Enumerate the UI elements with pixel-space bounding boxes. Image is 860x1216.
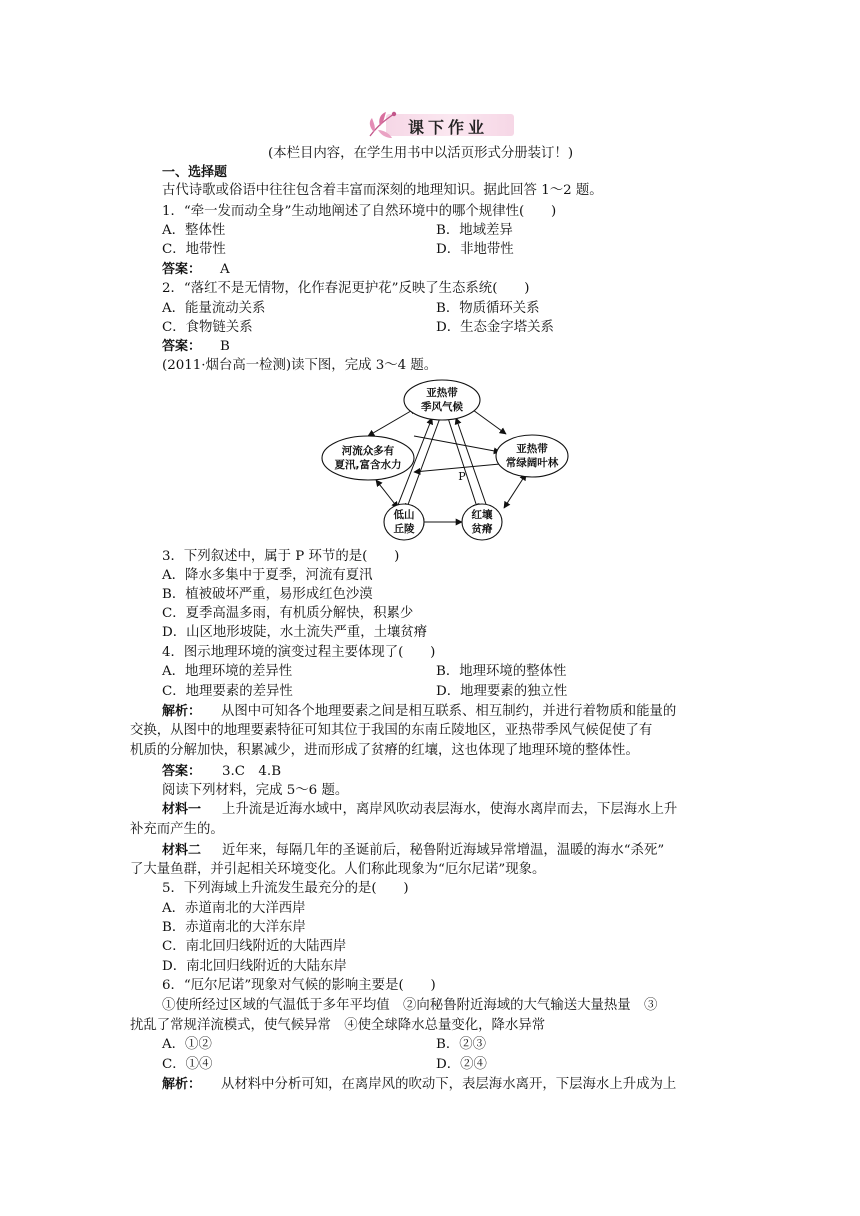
- material2-line1: 近年来，每隔几年的圣诞前后，秘鲁附近海域异常增温，温暖的海水“杀死”: [222, 843, 665, 858]
- arrow-river-hills: [376, 480, 398, 508]
- analysis-3-4-line2: 交换，从图中的地理要素特征可知其位于我国的东南丘陵地区，亚热带季风气候促使了有: [130, 723, 653, 738]
- material1-line2: 补充而产生的。: [130, 822, 224, 837]
- answer-3-4-label: 答案：: [162, 764, 202, 779]
- q4-option-d: D．地理要素的独立性: [436, 684, 568, 699]
- analysis-5-6-label: 解析：: [162, 1077, 202, 1092]
- node-climate: [404, 380, 480, 420]
- arrow-climate-soil-b: [456, 418, 488, 510]
- q6-option-b: B．②③: [436, 1037, 487, 1052]
- material1-line1: 上升流是近海水域中，离岸风吹动表层海水，使海水离岸而去，下层海水上升: [222, 802, 678, 817]
- q3-stem: 3．下列叙述中，属于 P 环节的是( ): [162, 549, 400, 564]
- binding-note: (本栏目内容，在学生用书中以活页形式分册装订！): [268, 146, 574, 161]
- node-hills-line2: 丘陵: [393, 523, 415, 535]
- q1-option-d: D．非地带性: [436, 242, 514, 257]
- node-climate-line1: 亚热带: [426, 387, 458, 399]
- q6-options-line2: 扰乱了常规洋流模式，使气候异常 ④使全球降水总量变化，降水异常: [130, 1018, 546, 1033]
- q1-option-b: B．地域差异: [436, 223, 513, 238]
- q6-option-a: A．①②: [162, 1037, 212, 1052]
- q5-option-a: A．赤道南北的大洋西岸: [162, 901, 306, 916]
- node-soil-line1: 红壤: [471, 509, 493, 521]
- node-forest-line1: 亚热带: [516, 443, 548, 455]
- analysis-3-4-line1: 从图中可知各个地理要素之间是相互联系、相互制约，并进行着物质和能量的: [221, 704, 677, 719]
- node-river-line1: 河流众多有: [341, 445, 395, 457]
- q3-option-b: B．植被破坏严重，易形成红色沙漠: [162, 587, 373, 602]
- q5-option-d: D．南北回归线附近的大陆东岸: [162, 959, 347, 974]
- q2-option-a: A．能量流动关系: [162, 301, 266, 316]
- q6-option-d: D．②④: [436, 1057, 487, 1072]
- node-river-line2: 夏汛,富含水力: [334, 459, 402, 471]
- node-soil-line2: 贫瘠: [471, 523, 493, 535]
- intro-q3-4: (2011·烟台高一检测)读下图，完成 3～4 题。: [162, 358, 438, 373]
- q2-answer-label: 答案：: [162, 339, 202, 354]
- material2-line2: 了大量鱼群，并引起相关环境变化。人们称此现象为“厄尔尼诺”现象。: [130, 862, 546, 877]
- material2-label: 材料二: [162, 843, 202, 858]
- p-label: P: [458, 470, 466, 483]
- section-title: 一、选择题: [162, 165, 228, 180]
- q3-option-d: D．山区地形坡陡，水土流失严重，土壤贫瘠: [162, 625, 428, 640]
- banner-title: 课下作业: [408, 118, 489, 137]
- q2-option-b: B．物质循环关系: [436, 301, 540, 316]
- q2-answer: B: [220, 339, 230, 354]
- q3-option-c: C．夏季高温多雨，有机质分解快，积累少: [162, 606, 414, 621]
- geo-environment-diagram: [316, 376, 586, 544]
- q1-answer: A: [220, 262, 230, 277]
- q6-options-line1: ①使所经过区域的气温低于多年平均值 ②向秘鲁附近海域的大气输送大量热量 ③: [162, 998, 658, 1013]
- section-banner: [364, 108, 520, 142]
- answer-3-4: 3.C 4.B: [222, 764, 282, 779]
- q6-stem: 6．“厄尔尼诺”现象对气候的影响主要是( ): [162, 978, 436, 993]
- material1-label: 材料一: [162, 802, 202, 817]
- q1-stem: 1．“牵一发而动全身”生动地阐述了自然环境中的哪个规律性( ): [162, 204, 557, 219]
- arrow-climate-river: [368, 408, 416, 436]
- q4-stem: 4．图示地理环境的演变过程主要体现了( ): [162, 645, 436, 660]
- q1-answer-label: 答案：: [162, 262, 202, 277]
- arrow-forest-soil: [504, 474, 526, 508]
- node-hills-line1: 低山: [393, 509, 415, 521]
- q5-option-c: C．南北回归线附近的大陆西岸: [162, 939, 347, 954]
- arrow-climate-soil-a: [448, 418, 478, 510]
- node-river: [322, 436, 414, 480]
- q6-option-c: C．①④: [162, 1057, 213, 1072]
- q2-option-d: D．生态金字塔关系: [436, 320, 554, 335]
- q1-option-a: A．整体性: [162, 223, 226, 238]
- q5-stem: 5．下列海域上升流发生最充分的是( ): [162, 881, 409, 896]
- analysis-3-4-line3: 机质的分解加快，积累减少，进而形成了贫瘠的红壤，这也体现了地理环境的整体性。: [130, 743, 639, 758]
- q2-option-c: C．食物链关系: [162, 320, 253, 335]
- node-climate-line2: 季风气候: [421, 401, 463, 413]
- node-forest: [496, 435, 568, 477]
- analysis-3-4-label: 解析：: [162, 704, 202, 719]
- q5-option-b: B．赤道南北的大洋东岸: [162, 920, 306, 935]
- q3-option-a: A．降水多集中于夏季，河流有夏汛: [162, 568, 373, 583]
- analysis-5-6-line1: 从材料中分析可知，在离岸风的吹动下，表层海水离开，下层海水上升成为上: [221, 1077, 677, 1092]
- q4-option-b: B．地理环境的整体性: [436, 664, 567, 679]
- q1-option-c: C．地带性: [162, 242, 226, 257]
- q2-stem: 2．“落红不是无情物，化作春泥更护花”反映了生态系统( ): [162, 281, 530, 296]
- intro-q5-6: 阅读下列材料，完成 5～6 题。: [162, 783, 349, 798]
- flower-ornament-icon: [364, 108, 404, 142]
- q4-option-c: C．地理要素的差异性: [162, 684, 293, 699]
- node-forest-line2: 常绿阔叶林: [505, 457, 559, 469]
- arrow-forest-river: [414, 464, 500, 472]
- q4-option-a: A．地理环境的差异性: [162, 664, 293, 679]
- intro-q1-2: 古代诗歌或俗语中往往包含着丰富而深刻的地理知识。据此回答 1～2 题。: [162, 183, 603, 198]
